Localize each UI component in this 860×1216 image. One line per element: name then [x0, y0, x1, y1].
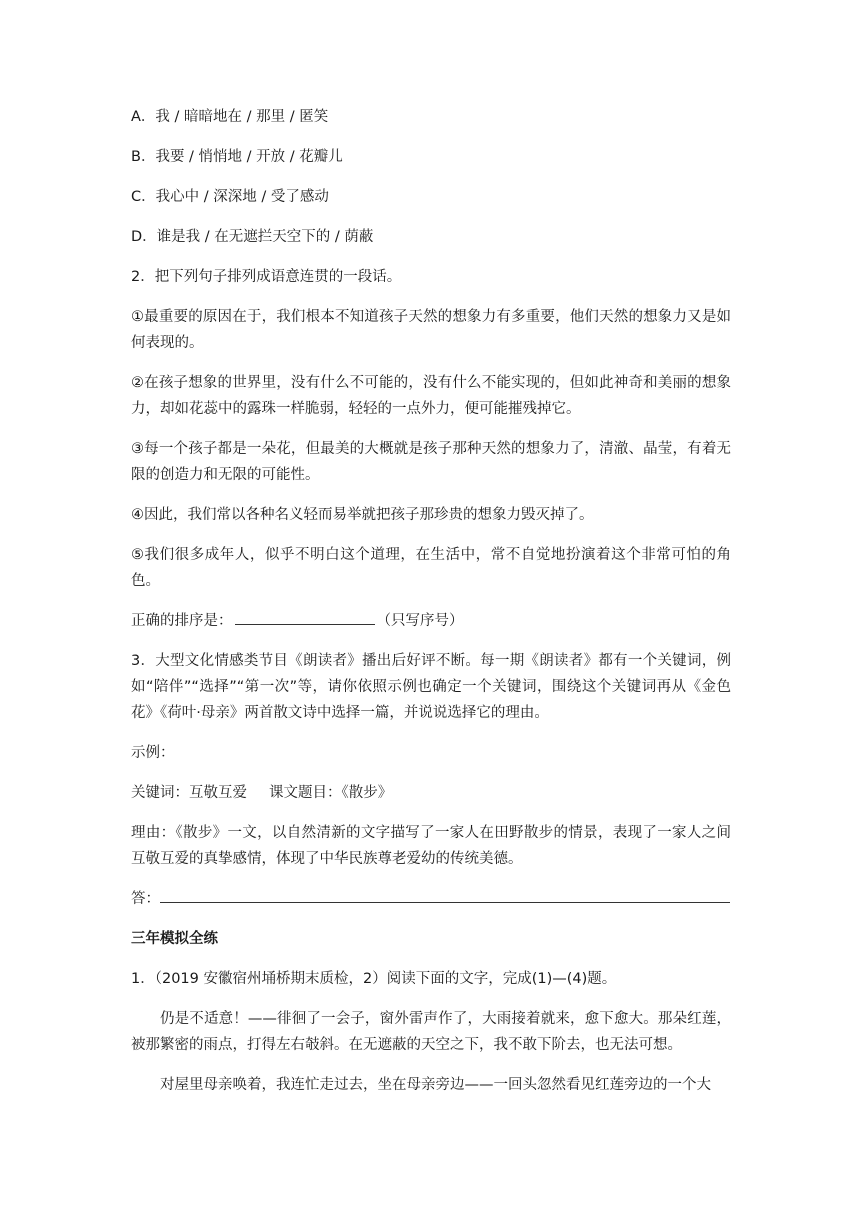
question-3-answer-line	[131, 886, 731, 912]
answer-label: 正确的排序是：	[131, 613, 233, 629]
sentence-1: ①最重要的原因在于，我们根本不知道孩子天然的想象力有多重要，他们天然的想象力又是如何表现的。	[131, 309, 731, 351]
document-page	[131, 104, 731, 1112]
option-d: D．谁是我 / 在无遮拦天空下的 / 荫蔽	[131, 229, 374, 245]
section-title: 三年模拟全练	[131, 931, 218, 947]
sentence-3: ③每一个孩子都是一朵花，但最美的大概就是孩子那种天然的想象力了，清澈、晶莹，有着无限的创造力和无限的可能性。	[131, 441, 731, 483]
example-reason: 理由：《散步》一文，以自然清新的文字描写了一家人在田野散步的情景，表现了一家人之间互敬互爱的真挚感情，体现了中华民族尊老爱幼的传统美德。	[131, 825, 731, 867]
answer-label: 答：	[131, 891, 160, 907]
reading-paragraph-1: 仍是不适意！——徘徊了一会子，窗外雷声作了，大雨接着就来，愈下愈大。那朵红莲，被那繁密的雨点，打得左右攲斜。在无遮蔽的天空之下，我不敢下阶去，也无法可想。	[131, 1011, 731, 1053]
question-2-prompt: 2．把下列句子排列成语意连贯的一段话。	[131, 269, 402, 285]
reading-paragraph-2: 对屋里母亲唤着，我连忙走过去，坐在母亲旁边——一回头忽然看见红莲旁边的一个大	[160, 1077, 711, 1093]
option-c: C．我心中 / 深深地 / 受了感动	[131, 189, 329, 205]
example-title: 课文题目：《散步》	[269, 785, 393, 801]
option-a: A．我 / 暗暗地在 / 那里 / 匿笑	[131, 109, 329, 125]
sentence-2: ②在孩子想象的世界里，没有什么不可能的，没有什么不能实现的，但如此神奇和美丽的想象力，却如花蕊中的露珠一样脆弱，轻轻的一点外力，便可能摧残掉它。	[131, 375, 731, 417]
example-keyword: 关键词：互敬互爱	[131, 785, 247, 801]
option-b: B．我要 / 悄悄地 / 开放 / 花瓣儿	[131, 149, 343, 165]
answer-blank[interactable]	[160, 888, 730, 903]
question-3-prompt: 3．大型文化情感类节目《朗读者》播出后好评不断。每一期《朗读者》都有一个关键词，例如“陪伴”“选择”“第一次”等，请你依照示例也确定一个关键词，围绕这个关键词再从《金色花》《荷叶·母亲》两首散文诗中选择一篇，并说说选择它的理由。	[131, 653, 731, 721]
reading-question-prompt: 1．（2019 安徽宿州埇桥期末质检，2）阅读下面的文字，完成(1)—(4)题。	[131, 971, 617, 987]
example-keyword-line	[131, 780, 731, 806]
answer-blank[interactable]	[235, 610, 375, 625]
example-label: 示例：	[131, 745, 175, 761]
question-2-answer-line	[131, 608, 731, 634]
answer-note: （只写序号）	[376, 613, 464, 629]
sentence-5: ⑤我们很多成年人，似乎不明白这个道理，在生活中，常不自觉地扮演着这个非常可怕的角色。	[131, 547, 731, 589]
sentence-4: ④因此，我们常以各种名义轻而易举就把孩子那珍贵的想象力毁灭掉了。	[131, 507, 594, 523]
